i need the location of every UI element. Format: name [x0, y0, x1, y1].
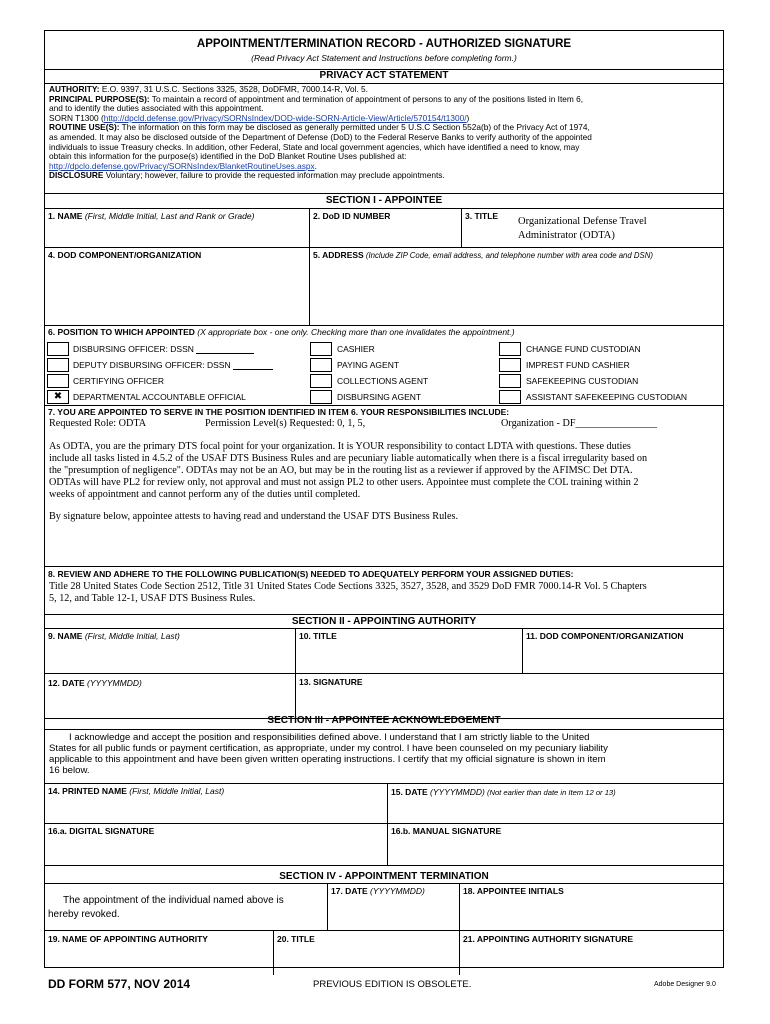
- option-collections-agent: COLLECTIONS AGENT: [337, 376, 429, 386]
- form-id: DD FORM 577, NOV 2014: [48, 977, 191, 991]
- digital-signature-field[interactable]: [48, 837, 384, 863]
- routine-text: The information on this form may be disclosed as generally permitted under 5 U.S.C Section 552a(b) of the Privacy Act of 1974,: [119, 122, 590, 133]
- authority-name-field[interactable]: [48, 945, 270, 969]
- option-disbursing-agent: DISBURSING AGENT: [337, 392, 422, 402]
- routine-line3: individuals to issue Treasury checks. In addition, other Federal, State and local government agencies, which have identified a need to know, may: [49, 141, 580, 152]
- form-subtitle: (Read Privacy Act Statement and Instructions before completing form.): [251, 53, 517, 63]
- routine-link[interactable]: http://dpclo.defense.gov/Privacy/SORNsIndex/BlanketRoutineUses.aspx: [49, 160, 315, 171]
- auth-signature-label: 13. SIGNATURE: [299, 677, 363, 687]
- checkbox-disbursing-agent[interactable]: [310, 390, 332, 404]
- appointee-name-field[interactable]: [48, 221, 306, 245]
- title-label: 3. TITLE: [465, 211, 499, 221]
- routine-line4: obtain this information for the purpose(s) identified in the DoD Blanket Routine Uses published at:: [49, 151, 407, 162]
- termination-date-field[interactable]: [331, 897, 457, 927]
- printed-name-label: 14. PRINTED NAME (First, Middle Initial, Last): [48, 786, 225, 796]
- auth-org-field[interactable]: [526, 642, 722, 670]
- section1-heading: SECTION I - APPOINTEE: [325, 195, 443, 206]
- auth-signature-field[interactable]: [299, 688, 721, 715]
- digital-signature-label: 16.a. DIGITAL SIGNATURE: [48, 826, 155, 836]
- position-label: 6. POSITION TO WHICH APPOINTED (X appropriate box - one only. Checking more than one invalidates the appointment.): [48, 327, 515, 337]
- checkbox-assistant-safekeeping[interactable]: [499, 390, 521, 404]
- manual-signature-label: 16.b. MANUAL SIGNATURE: [391, 826, 502, 836]
- appointee-date-label: 15. DATE (YYYYMMDD) (Not earlier than date in Item 12 or 13): [391, 787, 616, 797]
- purpose-label: PRINCIPAL PURPOSE(S):: [49, 93, 150, 104]
- checkbox-paying-agent[interactable]: [310, 358, 332, 372]
- checkbox-collections-agent[interactable]: [310, 374, 332, 388]
- item7-org: Organization - DF________________: [501, 418, 658, 429]
- appointee-date-field[interactable]: [391, 798, 721, 821]
- authority-title-label: 20. TITLE: [277, 934, 315, 944]
- designer-note: Adobe Designer 9.0: [654, 981, 716, 988]
- checkbox-imprest-fund[interactable]: [499, 358, 521, 372]
- authority-signature-label: 21. APPOINTING AUTHORITY SIGNATURE: [463, 934, 634, 944]
- item7-paragraph: As ODTA, you are the primary DTS focal point for your organization. It is YOUR responsibility to contact LDTA with questions. These duties include all tasks listed in 4.5.2 of the USAF DTS Business Rules and are pecuniary liable automatically when there is a fiscal irregularity based on the "presumption of negligence". ODTAs may not be an AO, but may be in the routing list as a reviewer if approved by the AFIMSC Det DTA. ODTAs will have PL2 for review only, not approval and must not assign PL2 to other users. Appointee must complete the COL training within 2 weeks of appointment and cannot perform any of the duties until completed.: [49, 441, 648, 500]
- routine-label: ROUTINE USE(S):: [49, 122, 120, 133]
- title-value[interactable]: Organizational Defense Travel Administrator (ODTA): [518, 216, 647, 241]
- sorn-prefix: SORN T1300 (: [49, 112, 104, 123]
- checkbox-dao[interactable]: ✖: [47, 390, 69, 404]
- auth-name-label: 9. NAME (First, Middle Initial, Last): [48, 631, 180, 641]
- auth-org-label: 11. DOD COMPONENT/ORGANIZATION: [526, 631, 684, 641]
- option-imprest-fund: IMPREST FUND CASHIER: [526, 360, 630, 370]
- option-assistant-safekeeping: ASSISTANT SAFEKEEPING CUSTODIAN: [526, 392, 688, 402]
- option-dao: DEPARTMENTAL ACCOUNTABLE OFFICIAL: [73, 392, 246, 402]
- dodid-field[interactable]: [313, 221, 457, 245]
- item7-label: 7. YOU ARE APPOINTED TO SERVE IN THE POSITION IDENTIFIED IN ITEM 6. YOUR RESPONSIBILITIES INCLUDE:: [48, 407, 510, 417]
- auth-title-field[interactable]: [299, 642, 519, 670]
- auth-date-field[interactable]: [48, 689, 292, 715]
- checkbox-change-fund[interactable]: [499, 342, 521, 356]
- privacy-statement: [49, 85, 723, 181]
- dodid-label: 2. DoD ID NUMBER: [313, 211, 391, 221]
- revocation-line1: The appointment of the individual named above is: [63, 895, 284, 906]
- authority-text: E.O. 9397, 31 U.S.C. Sections 3325, 3528, DoDFMR, 7000.14-R, Vol. 5.: [99, 84, 368, 94]
- revocation-line2: hereby revoked.: [48, 909, 120, 920]
- purpose-text: To maintain a record of appointment and termination of appointment of persons to any of the positions listed in Item 6,: [149, 93, 584, 104]
- auth-date-label: 12. DATE (YYYYMMDD): [48, 678, 142, 688]
- option-deputy-disbursing: DEPUTY DISBURSING OFFICER: DSSN: [73, 360, 273, 370]
- item8-publications: Title 28 United States Code Section 2512, Title 31 United States Code Sections 3325, 3527, 3528, and 3529 DoD FMR 7000.14-R Vol. 5 Chapters 5, 12, and Table 12-1, USAF DTS Business Rules.: [49, 581, 647, 604]
- item7-attest: By signature below, appointee attests to having read and understand the USAF DTS Business Rules.: [49, 511, 459, 522]
- routine-line2: as amended. It may also be disclosed outside of the Department of Defense (DoD) to the Federal Reserve Banks to verify authority of the appointed: [49, 131, 592, 142]
- authority-signature-field[interactable]: [463, 945, 721, 969]
- section3-heading: SECTION III - APPOINTEE ACKNOWLEDGEMENT: [267, 715, 501, 726]
- disclosure-text: Voluntary; however, failure to provide the requested information may preclude appointments.: [103, 170, 445, 181]
- obsolete-notice: PREVIOUS EDITION IS OBSOLETE.: [313, 979, 472, 990]
- option-disbursing-officer: DISBURSING OFFICER: DSSN: [73, 344, 254, 354]
- option-change-fund: CHANGE FUND CUSTODIAN: [526, 344, 641, 354]
- termination-date-label: 17. DATE (YYYYMMDD): [331, 886, 425, 896]
- item8-label: 8. REVIEW AND ADHERE TO THE FOLLOWING PUBLICATION(S) NEEDED TO ADEQUATELY PERFORM YOUR ASSIGNED DUTIES:: [48, 569, 574, 579]
- option-safekeeping: SAFEKEEPING CUSTODIAN: [526, 376, 639, 386]
- item7-permission: Permission Level(s) Requested: 0, 1, 5,: [205, 418, 366, 429]
- privacy-heading: PRIVACY ACT STATEMENT: [319, 70, 449, 81]
- appointee-initials-label: 18. APPOINTEE INITIALS: [463, 886, 564, 896]
- form-dd577: [44, 30, 724, 968]
- checkbox-certifying-officer[interactable]: [47, 374, 69, 388]
- checkbox-disbursing-officer[interactable]: [47, 342, 69, 356]
- address-label: 5. ADDRESS (Include ZIP Code, email address, and telephone number with area code and DSN): [313, 250, 653, 260]
- printed-name-field[interactable]: [48, 797, 384, 821]
- sorn-suffix: ): [466, 112, 470, 123]
- name-label: 1. NAME (First, Middle Initial, Last and Rank or Grade): [48, 211, 255, 221]
- disclosure-label: DISCLOSURE: [49, 170, 104, 181]
- sorn-link[interactable]: http://dpcld.defense.gov/Privacy/SORNsIndex/DOD-wide-SORN-Article-View/Article/570154/t1300/: [103, 112, 467, 123]
- section2-heading: SECTION II - APPOINTING AUTHORITY: [291, 616, 477, 627]
- org-field[interactable]: [48, 261, 306, 321]
- address-field[interactable]: [313, 261, 721, 321]
- checkbox-cashier[interactable]: [310, 342, 332, 356]
- purpose-line2: and to identify the duties associated with this appointment.: [49, 103, 264, 114]
- routine-link-suffix: .: [314, 160, 317, 171]
- appointee-initials-field[interactable]: [463, 897, 721, 927]
- org-label: 4. DOD COMPONENT/ORGANIZATION: [48, 250, 202, 260]
- section4-heading: SECTION IV - APPOINTMENT TERMINATION: [279, 871, 489, 882]
- form-title: APPOINTMENT/TERMINATION RECORD - AUTHORIZED SIGNATURE: [196, 38, 572, 50]
- item7-role: Requested Role: ODTA: [49, 418, 147, 429]
- auth-title-label: 10. TITLE: [299, 631, 337, 641]
- auth-name-field[interactable]: [48, 642, 292, 670]
- acknowledgement-text: I acknowledge and accept the position and responsibilities defined above. I understand that I am strictly liable to the United States for all public funds or payment certification, as appropriate, under my control. I have been counseled on my pecuniary liability applicable to this appointment and have been given written operating instructions. I certify that my official signature is shown in item 16 below.: [49, 732, 608, 776]
- authority-title-field[interactable]: [277, 945, 455, 969]
- option-cashier: CASHIER: [337, 344, 375, 354]
- authority-label: AUTHORITY:: [49, 84, 100, 94]
- option-certifying-officer: CERTIFYING OFFICER: [73, 376, 164, 386]
- checkbox-deputy-disbursing[interactable]: [47, 358, 69, 372]
- authority-name-label: 19. NAME OF APPOINTING AUTHORITY: [48, 934, 208, 944]
- manual-signature-field[interactable]: [391, 837, 721, 863]
- checkbox-safekeeping[interactable]: [499, 374, 521, 388]
- option-paying-agent: PAYING AGENT: [337, 360, 400, 370]
